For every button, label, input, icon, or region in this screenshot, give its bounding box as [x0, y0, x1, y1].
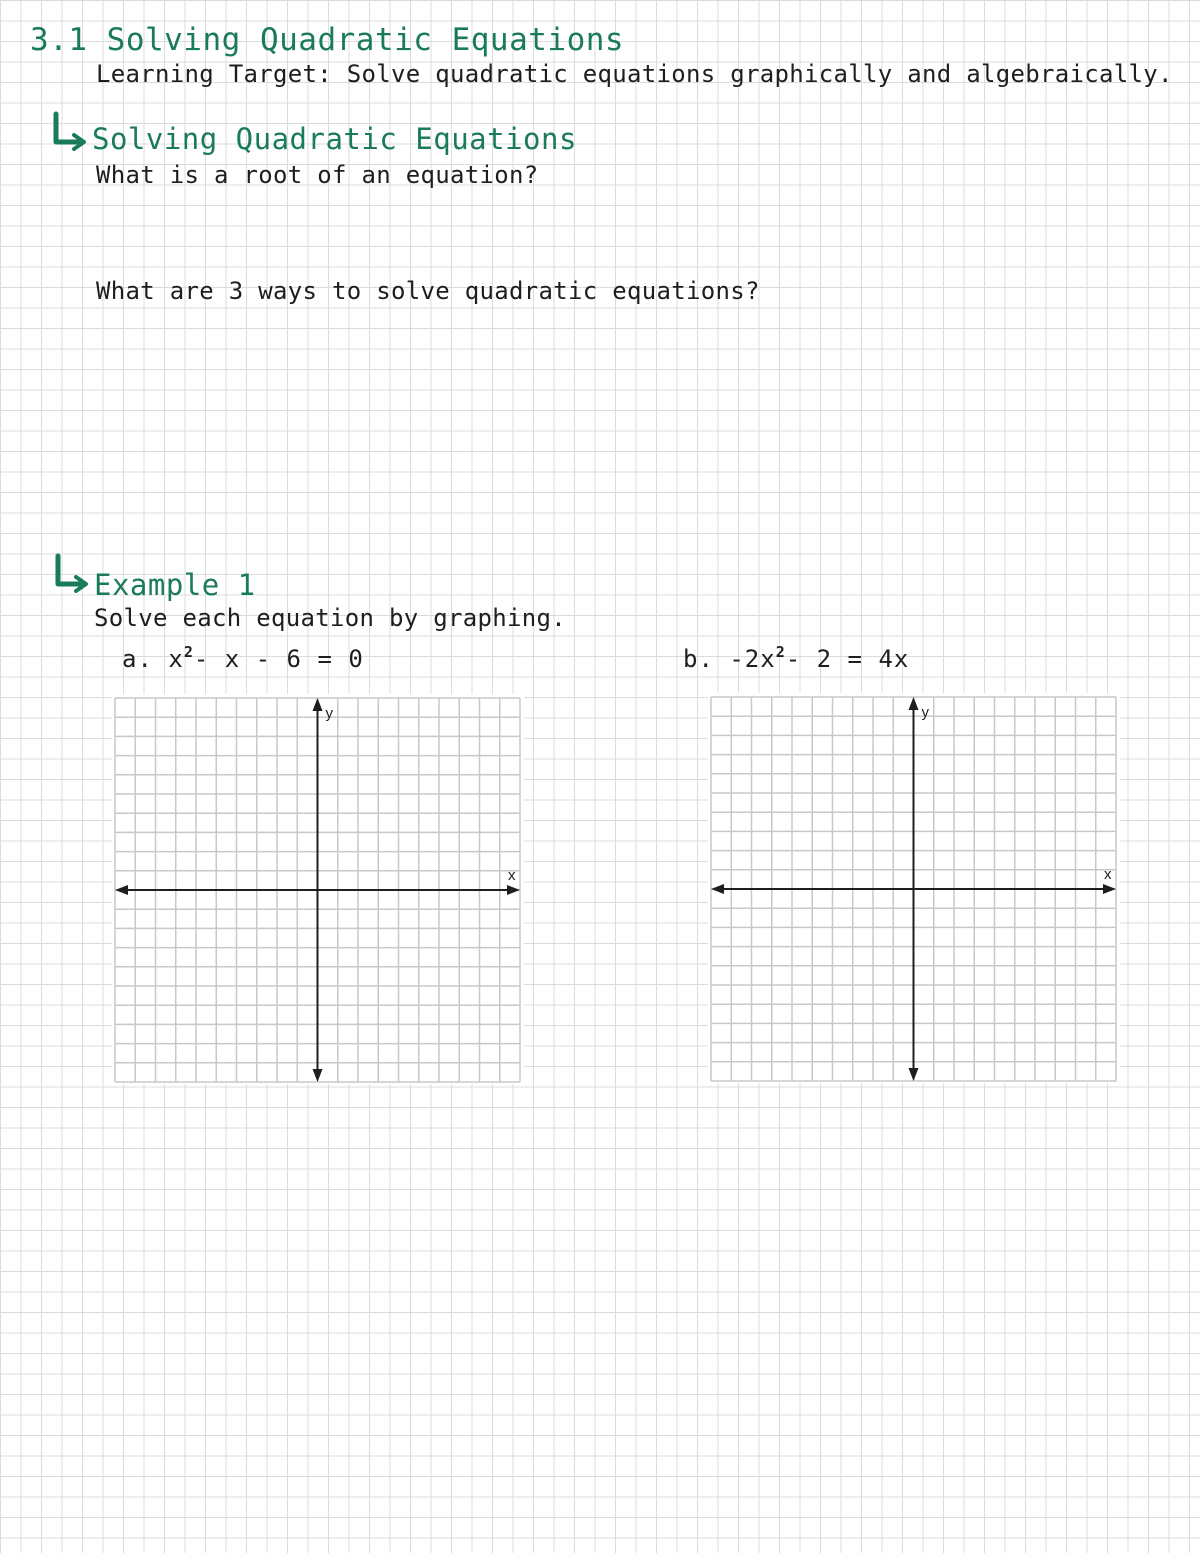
equation-b-label: b.	[683, 645, 714, 673]
equation-a-label: a.	[122, 645, 153, 673]
equation-a-exponent: 2	[183, 643, 194, 661]
section-heading: Solving Quadratic Equations	[92, 122, 577, 156]
bent-arrow-icon	[48, 110, 90, 152]
x-axis-label: x	[508, 867, 516, 884]
y-axis-label: y	[325, 705, 333, 722]
x-axis-label: x	[1104, 866, 1112, 883]
equation-b	[683, 643, 909, 673]
coordinate-grid-b[interactable]	[708, 693, 1120, 1083]
coordinate-grid-a[interactable]	[112, 694, 524, 1084]
learning-target: Learning Target: Solve quadratic equations graphically and algebraically.	[96, 60, 1173, 88]
example-heading: Example 1	[94, 568, 256, 602]
equation-b-rest: - 2 = 4x	[785, 645, 910, 673]
equation-a-base: x	[168, 645, 184, 673]
question-three-ways: What are 3 ways to solve quadratic equations?	[96, 277, 760, 305]
equation-a-rest: - x - 6 = 0	[193, 645, 364, 673]
question-root: What is a root of an equation?	[96, 161, 539, 189]
equation-b-base: -2x	[729, 645, 776, 673]
example-instruction: Solve each equation by graphing.	[94, 604, 566, 632]
y-axis-label: y	[921, 704, 929, 721]
page-title: 3.1 Solving Quadratic Equations	[30, 22, 625, 58]
bent-arrow-icon	[50, 552, 92, 594]
equation-b-exponent: 2	[775, 643, 786, 661]
equation-a	[122, 643, 364, 673]
